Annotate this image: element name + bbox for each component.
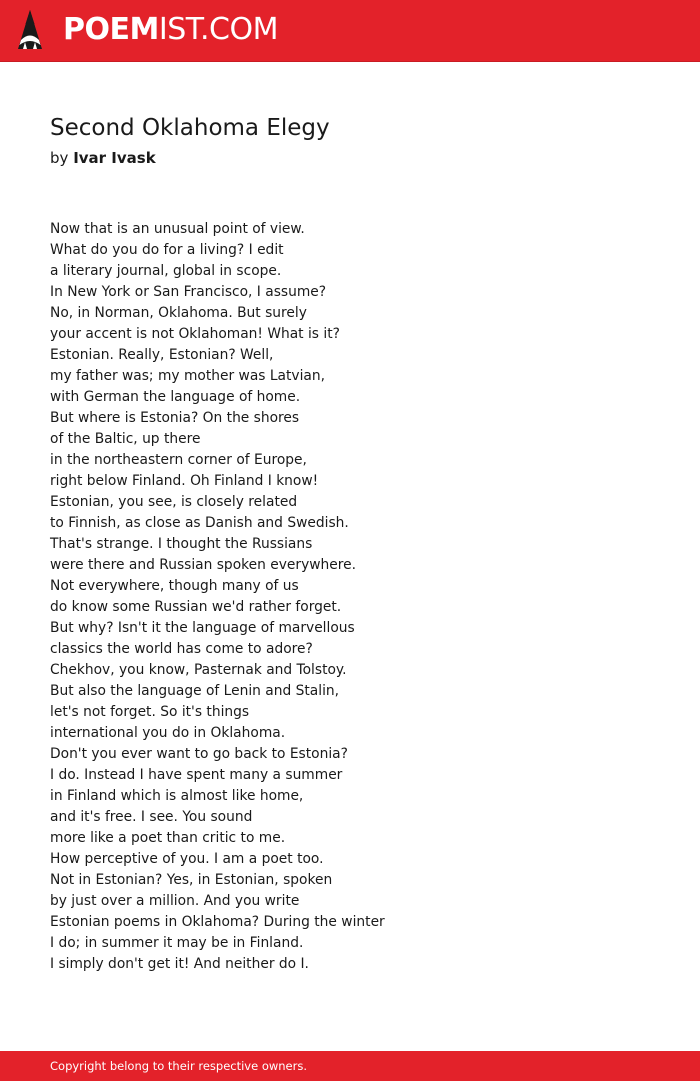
poem-line: your accent is not Oklahoman! What is it? bbox=[50, 326, 340, 342]
poem-line: in Finland which is almost like home, bbox=[50, 788, 304, 804]
poem-line: I do; in summer it may be in Finland. bbox=[50, 935, 304, 951]
poem-byline bbox=[50, 149, 156, 167]
poem-line: I simply don't get it! And neither do I. bbox=[50, 956, 309, 972]
logo-text-bold: POEM bbox=[63, 12, 159, 47]
poem-line: let's not forget. So it's things bbox=[50, 704, 250, 720]
poem-line: Now that is an unusual point of view. bbox=[50, 221, 305, 237]
poem-line: But also the language of Lenin and Stalin, bbox=[50, 683, 340, 699]
poem-line: by just over a million. And you write bbox=[50, 893, 300, 909]
poem-line: How perceptive of you. I am a poet too. bbox=[50, 851, 324, 867]
poem-line: international you do in Oklahoma. bbox=[50, 725, 286, 741]
poem-line: a literary journal, global in scope. bbox=[50, 263, 282, 279]
poem-line: I do. Instead I have spent many a summer bbox=[50, 767, 343, 783]
site-logo-text bbox=[63, 9, 278, 51]
poem-line: Estonian, you see, is closely related bbox=[50, 494, 298, 510]
poem-line: Estonian. Really, Estonian? Well, bbox=[50, 347, 274, 363]
site-logo-link[interactable] bbox=[17, 9, 278, 51]
poem-line: Don't you ever want to go back to Estonia? bbox=[50, 746, 348, 762]
site-footer bbox=[0, 1051, 700, 1081]
poem-line: But why? Isn't it the language of marvellous bbox=[50, 620, 355, 636]
poem-line: In New York or San Francisco, I assume? bbox=[50, 284, 327, 300]
poem-line: Not everywhere, though many of us bbox=[50, 578, 299, 594]
poem-line: Chekhov, you know, Pasternak and Tolstoy. bbox=[50, 662, 347, 678]
site-header bbox=[0, 0, 700, 62]
poem-line: But where is Estonia? On the shores bbox=[50, 410, 300, 426]
poem-line: That's strange. I thought the Russians bbox=[50, 536, 313, 552]
poem-title: Second Oklahoma Elegy bbox=[50, 115, 330, 141]
poem-line: classics the world has come to adore? bbox=[50, 641, 313, 657]
poem-line: and it's free. I see. You sound bbox=[50, 809, 253, 825]
poem-line: What do you do for a living? I edit bbox=[50, 242, 284, 258]
pencil-icon bbox=[17, 9, 43, 51]
poem-line: No, in Norman, Oklahoma. But surely bbox=[50, 305, 307, 321]
poem-line: do know some Russian we'd rather forget. bbox=[50, 599, 342, 615]
poem-line: to Finnish, as close as Danish and Swedish. bbox=[50, 515, 349, 531]
by-label: by bbox=[50, 149, 69, 167]
copyright-text: Copyright belong to their respective owners. bbox=[50, 1059, 308, 1073]
poem-line: Estonian poems in Oklahoma? During the winter bbox=[50, 914, 385, 930]
poem-line: of the Baltic, up there bbox=[50, 431, 201, 447]
poem-line: right below Finland. Oh Finland I know! bbox=[50, 473, 319, 489]
poem-line: in the northeastern corner of Europe, bbox=[50, 452, 307, 468]
poem-body bbox=[50, 219, 670, 975]
poem-line: my father was; my mother was Latvian, bbox=[50, 368, 325, 384]
poem-line: Not in Estonian? Yes, in Estonian, spoken bbox=[50, 872, 333, 888]
logo-text-thin: IST.COM bbox=[158, 12, 278, 47]
poem-line: with German the language of home. bbox=[50, 389, 301, 405]
poem-line: were there and Russian spoken everywhere. bbox=[50, 557, 356, 573]
poem-author: Ivar Ivask bbox=[73, 149, 156, 167]
poem-line: more like a poet than critic to me. bbox=[50, 830, 286, 846]
